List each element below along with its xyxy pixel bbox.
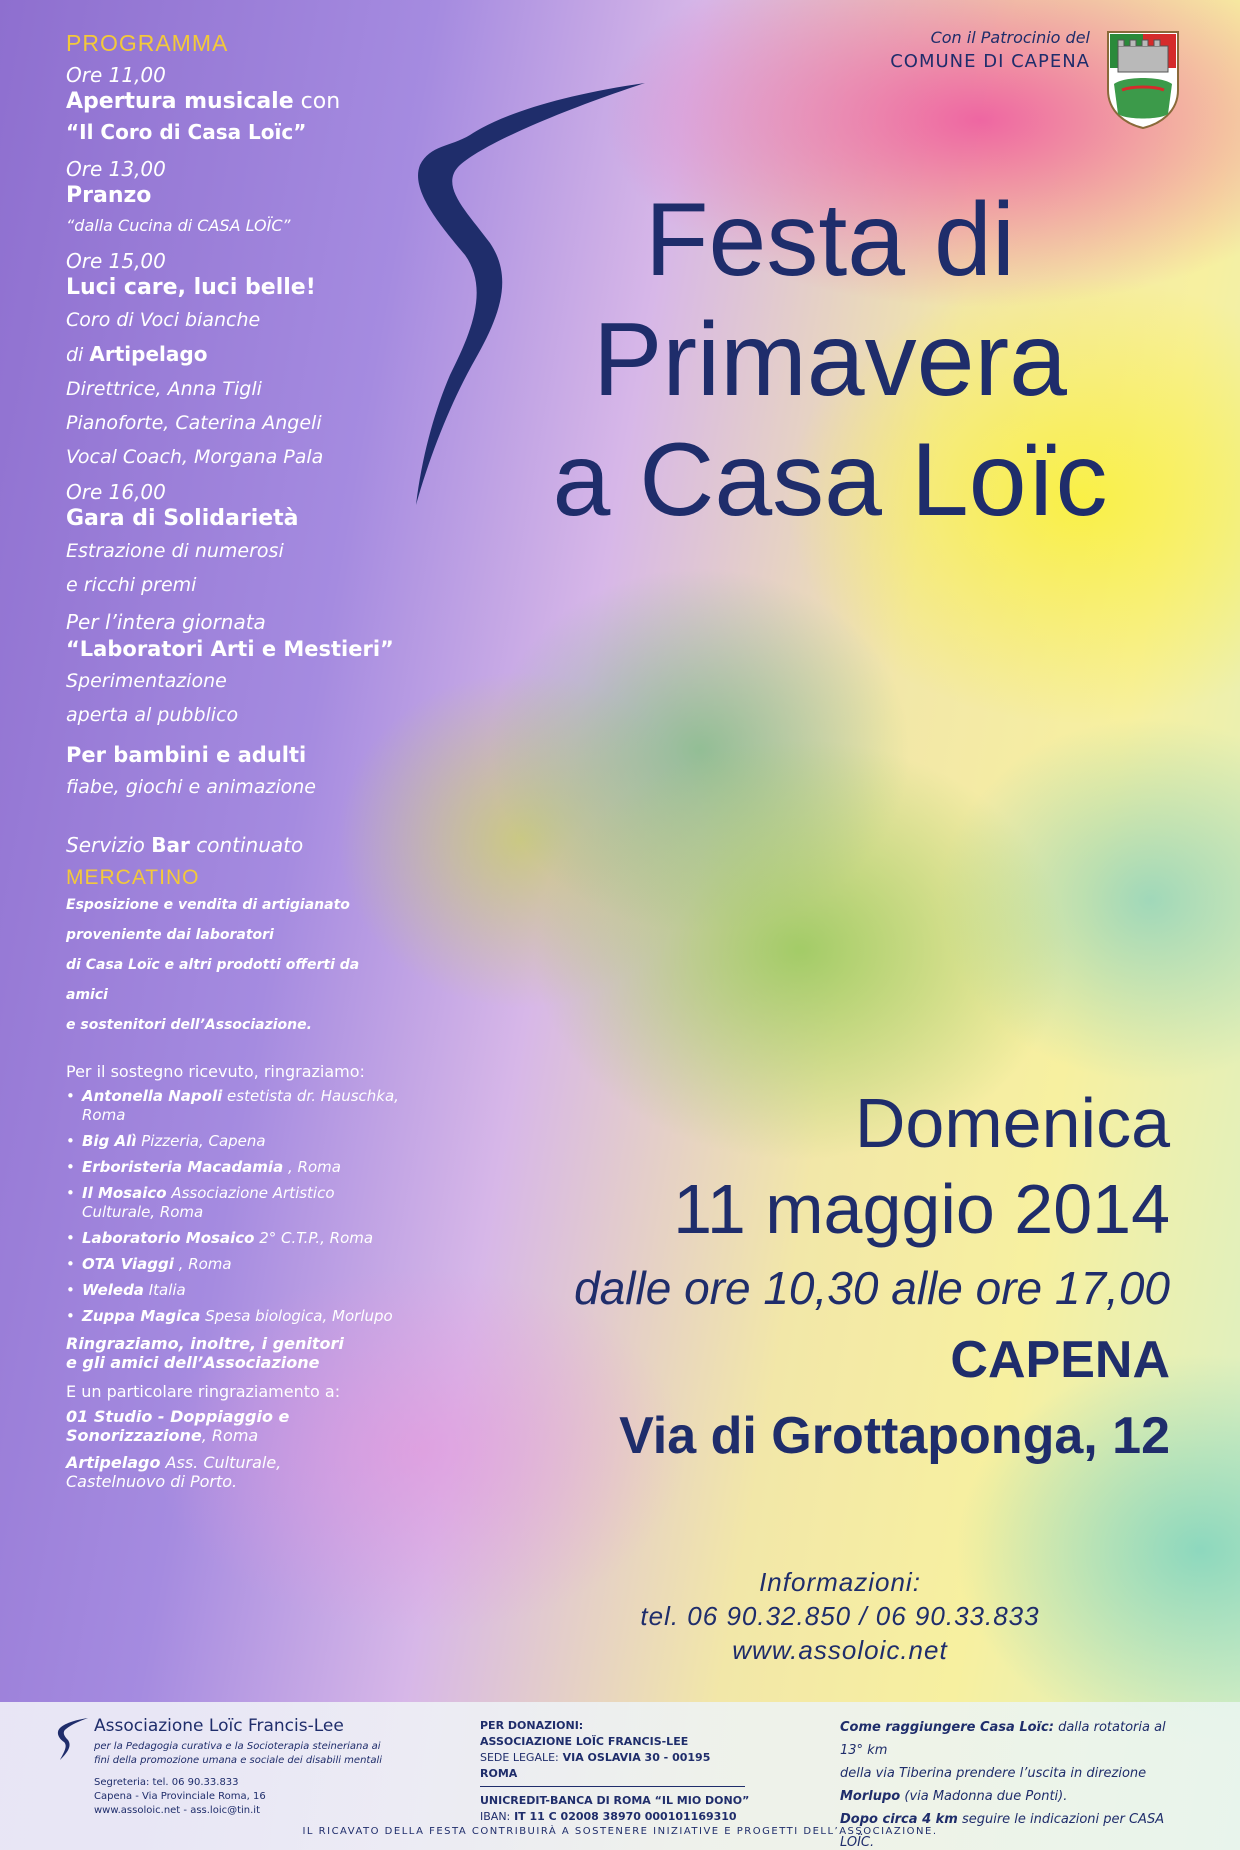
mercatino-line-1: Esposizione e vendita di artigianato bbox=[66, 897, 350, 913]
arti-detail: Ass. Culturale, bbox=[165, 1453, 282, 1472]
event-address: Via di Grottaponga, 12 bbox=[619, 1407, 1170, 1465]
event-3-line-4: Pianoforte, Caterina Angeli bbox=[66, 412, 322, 434]
event-1-title: Apertura musicale bbox=[66, 89, 294, 114]
event-city: CAPENA bbox=[950, 1331, 1170, 1389]
event-day: Domenica bbox=[854, 1084, 1170, 1162]
mercatino-line-2: proveniente dai laboratori bbox=[66, 927, 274, 943]
program-time-3: Ore 15,00 bbox=[66, 249, 166, 273]
event-3-line-5: Vocal Coach, Morgana Pala bbox=[66, 446, 324, 468]
sponsor-detail: , Roma bbox=[287, 1158, 341, 1176]
info-phone: tel. 06 90.32.850 / 06 90.33.833 bbox=[640, 1601, 1040, 1631]
event-4-line-2: e ricchi premi bbox=[66, 574, 197, 596]
sponsor-detail: 2° C.T.P., Roma bbox=[259, 1229, 374, 1247]
mercatino-heading: MERCATINO bbox=[66, 866, 200, 889]
sponsor-name: Zuppa Magica bbox=[82, 1307, 201, 1325]
sponsor-name: Antonella Napoli bbox=[82, 1087, 223, 1105]
event-6-title: Per bambini e adulti bbox=[66, 743, 307, 767]
event-2-subtitle: “dalla Cucina di CASA LOÏC” bbox=[66, 216, 291, 235]
footer-association bbox=[94, 1716, 394, 1818]
sponsor-detail: Pizzeria, Capena bbox=[141, 1132, 266, 1150]
don-line-4: UNICREDIT-BANCA DI ROMA “IL MIO DONO” bbox=[480, 1794, 750, 1807]
dir-line-1 bbox=[840, 1716, 1180, 1762]
sponsor-name: Erboristeria Macadamia bbox=[82, 1158, 284, 1176]
event-3-di: di bbox=[66, 344, 90, 366]
sponsor-name: Il Mosaico bbox=[82, 1184, 167, 1202]
dir-line-2: della via Tiberina prendere l’uscita in direzione bbox=[840, 1766, 1147, 1781]
sponsor-item bbox=[66, 1087, 406, 1125]
sponsor-detail: estetista dr. Hauschka, Roma bbox=[82, 1087, 399, 1124]
event-3-line-3: Direttrice, Anna Tigli bbox=[66, 378, 262, 400]
event-3-title: Luci care, luci belle! bbox=[66, 275, 316, 300]
comune-capena-crest-icon bbox=[1104, 28, 1182, 130]
event-6-line-1: fiabe, giochi e animazione bbox=[66, 776, 316, 798]
info-label: Informazioni: bbox=[759, 1567, 921, 1597]
thanks-studio-2 bbox=[66, 1426, 406, 1445]
event-1-con: con bbox=[293, 89, 341, 114]
don-line-1: PER DONAZIONI: bbox=[480, 1719, 584, 1732]
sponsor-item bbox=[66, 1281, 406, 1300]
mercatino-line-3: di Casa Loïc e altri prodotti offerti da amici bbox=[66, 957, 360, 1003]
thanks-studio-1: 01 Studio - Doppiaggio e bbox=[66, 1407, 290, 1426]
event-4-line-1: Estrazione di numerosi bbox=[66, 540, 284, 562]
association-logo-icon bbox=[50, 1716, 90, 1762]
info-block bbox=[560, 1565, 1120, 1667]
don-line-3 bbox=[480, 1750, 750, 1782]
thanks-parents-2: e gli amici dell’Associazione bbox=[66, 1353, 320, 1372]
program-heading: PROGRAMMA bbox=[66, 30, 229, 56]
program-time-1: Ore 11,00 bbox=[66, 63, 166, 87]
sponsor-item bbox=[66, 1255, 406, 1274]
sponsor-detail: Associazione Artistico Culturale, Roma bbox=[82, 1184, 335, 1221]
event-4-title: Gara di Solidarietà bbox=[66, 506, 299, 531]
sponsor-item bbox=[66, 1132, 406, 1151]
assoc-contact-3: www.assoloic.net - ass.loic@tin.it bbox=[94, 1805, 261, 1816]
assoc-contact-1: Segreteria: tel. 06 90.33.833 bbox=[94, 1777, 239, 1788]
dir-1-rest: dalla rotatoria al 13° km bbox=[840, 1720, 1166, 1758]
sponsor-name: OTA Viaggi bbox=[82, 1255, 174, 1273]
event-1-subtitle: “Il Coro di Casa Loïc” bbox=[66, 120, 307, 144]
thanks-artipelago bbox=[66, 1453, 406, 1472]
patronage-line1: Con il Patrocinio del bbox=[930, 28, 1090, 47]
footer-donations bbox=[480, 1718, 750, 1825]
dir-3-rest: (via Madonna due Ponti). bbox=[900, 1789, 1068, 1804]
sponsor-name: Laboratorio Mosaico bbox=[82, 1229, 255, 1247]
program-time-4: Ore 16,00 bbox=[66, 480, 166, 504]
event-3-artipelago: Artipelago bbox=[89, 342, 208, 366]
thanks-special: E un particolare ringraziamento a: bbox=[66, 1382, 341, 1401]
arti-name: Artipelago bbox=[66, 1453, 161, 1472]
sponsor-list bbox=[66, 1087, 406, 1326]
bar-bold: Bar bbox=[151, 833, 190, 857]
event-2-title: Pranzo bbox=[66, 183, 152, 208]
program-event-1 bbox=[66, 87, 406, 117]
sponsor-item bbox=[66, 1184, 406, 1222]
dir-4-bold: Dopo circa 4 km bbox=[840, 1812, 958, 1827]
sponsor-item bbox=[66, 1158, 406, 1177]
bar-service bbox=[66, 828, 406, 862]
event-5-line-2: aperta al pubblico bbox=[66, 704, 239, 726]
info-web: www.assoloic.net bbox=[732, 1635, 948, 1665]
dir-4-rest: seguire le indicazioni per CASA LOÏC. bbox=[840, 1812, 1165, 1850]
thanks-intro: Per il sostegno ricevuto, ringraziamo: bbox=[66, 1062, 365, 1081]
bar-post: continuato bbox=[189, 833, 304, 857]
event-details bbox=[574, 1080, 1170, 1476]
assoc-desc-2: fini della promozione umana e sociale dei disabili mentali bbox=[94, 1755, 383, 1766]
assoc-desc-1: per la Pedagogia curativa e la Socioterapia steineriana ai bbox=[94, 1741, 381, 1752]
event-3-line-2 bbox=[66, 337, 406, 372]
sponsor-detail: Italia bbox=[148, 1281, 186, 1299]
festival-title bbox=[470, 180, 1190, 540]
sponsor-name: Weleda bbox=[82, 1281, 144, 1299]
assoc-contact-2: Capena - Via Provinciale Roma, 16 bbox=[94, 1791, 266, 1802]
don-iban-value: IT 11 C 02008 38970 000101169310 bbox=[510, 1810, 737, 1823]
dir-3-bold: Morlupo bbox=[840, 1789, 901, 1804]
bar-pre: Servizio bbox=[66, 833, 152, 857]
event-5-line-1: Sperimentazione bbox=[66, 670, 227, 692]
mercatino-line-4: e sostenitori dell’Associazione. bbox=[66, 1017, 312, 1033]
sponsor-item bbox=[66, 1307, 406, 1326]
don-line-5 bbox=[480, 1809, 750, 1825]
sponsor-detail: , Roma bbox=[178, 1255, 232, 1273]
don-sede-value: VIA OSLAVIA 30 - 00195 ROMA bbox=[480, 1751, 711, 1780]
program-time-2: Ore 13,00 bbox=[66, 157, 166, 181]
program-column bbox=[66, 30, 406, 1491]
program-allday: Per l’intera giornata bbox=[66, 610, 266, 634]
sponsor-name: Big Alì bbox=[82, 1132, 137, 1150]
event-5-title: “Laboratori Arti e Mestieri” bbox=[66, 637, 394, 661]
don-sede-label: SEDE LEGALE: bbox=[480, 1751, 559, 1764]
don-iban-label: IBAN: bbox=[480, 1810, 511, 1823]
title-line-2: Primavera bbox=[593, 302, 1067, 418]
sponsor-detail: Spesa biologica, Morlupo bbox=[205, 1307, 393, 1325]
assoc-name: Associazione Loïc Francis-Lee bbox=[94, 1716, 344, 1736]
footer bbox=[0, 1702, 1240, 1850]
don-separator bbox=[480, 1786, 745, 1787]
don-line-2: ASSOCIAZIONE LOÏC FRANCIS-LEE bbox=[480, 1735, 689, 1748]
patronage-line2: COMUNE DI CAPENA bbox=[890, 51, 1090, 72]
dir-line-3 bbox=[840, 1785, 1180, 1808]
title-line-1: Festa di bbox=[645, 182, 1015, 298]
dir-1-bold: Come raggiungere Casa Loïc: bbox=[840, 1720, 1054, 1735]
sponsor-item bbox=[66, 1229, 406, 1248]
event-3-line-1: Coro di Voci bianche bbox=[66, 309, 261, 331]
event-date: 11 maggio 2014 bbox=[673, 1170, 1170, 1248]
event-hours: dalle ore 10,30 alle ore 17,00 bbox=[574, 1262, 1170, 1314]
thanks-parents-1: Ringraziamo, inoltre, i genitori bbox=[66, 1334, 344, 1353]
studio-name-2: Sonorizzazione bbox=[66, 1426, 202, 1445]
studio-city: , Roma bbox=[201, 1426, 259, 1445]
thanks-arti-city: Castelnuovo di Porto. bbox=[66, 1472, 238, 1491]
patronage-block bbox=[890, 28, 1090, 72]
footer-note: IL RICAVATO DELLA FESTA CONTRIBUIRÀ A SOSTENERE INIZIATIVE E PROGETTI DELL’ASSOCIAZIONE. bbox=[302, 1826, 938, 1837]
title-line-3: a Casa Loïc bbox=[552, 422, 1108, 538]
